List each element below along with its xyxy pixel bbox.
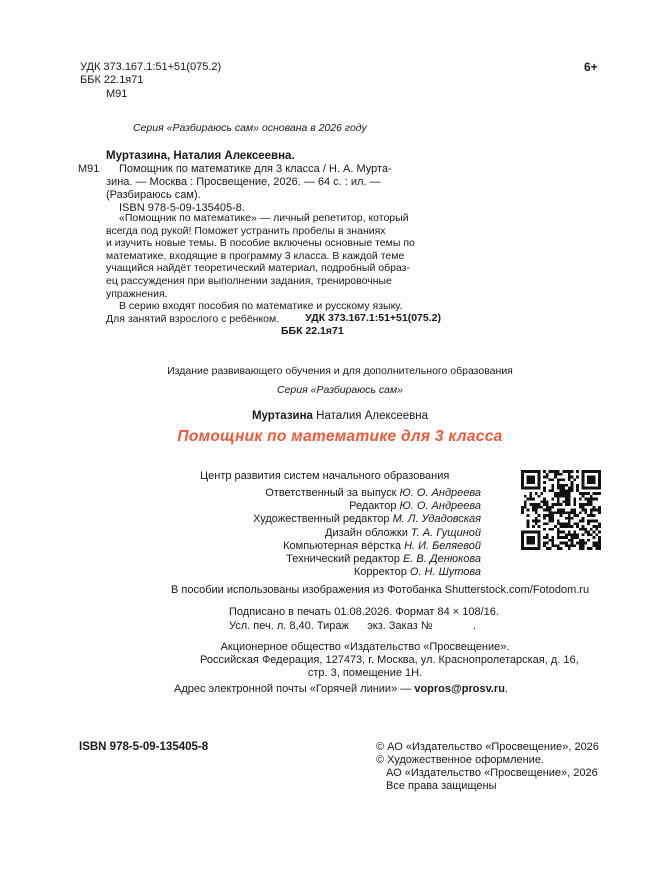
email-end: . (504, 683, 508, 695)
copyright (376, 741, 599, 793)
qr-code-icon (521, 470, 601, 550)
staff-name: Т. А. Гущиной (410, 526, 481, 539)
email-address[interactable]: vopros@prosv.ru (414, 683, 505, 695)
bibliographic-line: ISBN 978-5-09-135405-8. (119, 202, 245, 214)
staff-name: Ю. О. Андреева (399, 500, 481, 513)
print-run-end: . (473, 620, 477, 632)
annotation-line: математике, входящие в программу 3 класса. В каждой теме (106, 249, 405, 262)
hotline-email (174, 683, 508, 696)
author-surname: Муртазина (251, 410, 313, 422)
staff-line (201, 553, 481, 566)
staff-line (201, 487, 481, 500)
staff-name: Ю. О. Андреева (399, 487, 481, 499)
publisher-line: Акционерное общество «Издательство «Просвещение». (220, 641, 510, 653)
publisher-info (200, 641, 579, 680)
edition-type: Издание развивающего обучения и для дополнительного образования (167, 365, 513, 377)
annotation-line: Для занятий взрослого с ребёнком. (106, 312, 280, 325)
staff-line (201, 500, 481, 513)
author-given-name: Наталия Алексеевна (316, 410, 429, 422)
staff-name: Е. В. Денюкова (402, 552, 481, 565)
publisher-line: Российская Федерация, 127473, г. Москва, ул. Краснопролетарская, д. 16, (200, 654, 579, 666)
copyright-line: © АО «Издательство «Просвещение», 2026 (376, 741, 599, 753)
staff-role: Ответственный за выпуск (265, 487, 397, 499)
udk-header: УДК 373.167.1:51+51(075.2) (80, 61, 222, 73)
email-label: Адрес электронной почты «Горячей линии» — (174, 683, 412, 695)
bbk-header: ББК 22.1я71 (80, 74, 144, 86)
center-name: Центр развития систем начального образования (200, 470, 450, 482)
series-name: Серия «Разбираюсь сам» (277, 384, 403, 396)
publisher-line: стр. 3, помещение 1Н. (307, 667, 423, 679)
staff-name: М. Л. Удадовская (392, 513, 481, 526)
bibliographic-line: (Разбираюсь сам). (106, 189, 201, 201)
staff-role: Редактор (349, 500, 397, 513)
annotation-line: ец рассуждения при выполнении задания, тренировочные (106, 274, 392, 287)
images-credit: В пособии использованы изображения из Фотобанка Shutterstock.com/Fotodom.ru (171, 584, 590, 596)
staff-line (201, 566, 481, 579)
annotation-line: учащийся найдёт теоретический материал, подробный образ- (106, 262, 410, 275)
copyright-line: Все права защищены (386, 780, 497, 792)
annotation-line: упражнения. (106, 287, 168, 300)
staff-name: О. Н. Шутова (409, 566, 481, 579)
bibliographic-mark: М91 (78, 163, 100, 175)
print-run-line: Усл. печ. л. 8,40. Тираж экз. Заказ № (229, 620, 433, 632)
staff-role: Технический редактор (286, 552, 400, 565)
author-mark-header: М91 (106, 88, 128, 100)
book-title: Помощник по математике для 3 класса (177, 428, 503, 445)
bibliographic-author: Муртазина, Наталия Алексеевна. (106, 150, 295, 162)
staff-line (201, 513, 481, 526)
staff-name: Н. И. Беляевой (404, 539, 481, 552)
bbk-footer: ББК 22.1я71 (281, 325, 344, 337)
annotation-line: всегда под рукой! Поможет устранить пробелы в знаниях (106, 224, 386, 237)
udk-footer: УДК 373.167.1:51+51(075.2) (305, 312, 441, 324)
annotation (106, 212, 441, 325)
staff-line (201, 540, 481, 553)
staff-line (201, 527, 481, 540)
series-founded-note: Серия «Разбираюсь сам» основана в 2026 году (133, 122, 367, 134)
copyright-line: АО «Издательство «Просвещение», 2026 (386, 767, 598, 779)
staff-role: Компьютерная вёрстка (283, 539, 402, 552)
annotation-line: и изучить новые темы. В пособие включены основные темы по (106, 237, 415, 250)
staff-role: Корректор (353, 566, 407, 579)
annotation-line: В серию входят пособия по математике и русскому языку. (119, 300, 403, 313)
isbn: ISBN 978-5-09-135405-8 (79, 741, 209, 753)
staff-list (201, 487, 481, 579)
staff-role: Художественный редактор (253, 513, 390, 526)
author-name (0, 410, 650, 423)
staff-role: Дизайн обложки (325, 526, 408, 539)
signed-to-print: Подписано в печать 01.08.2026. Формат 84 × 108/16. (229, 606, 499, 618)
age-rating: 6+ (584, 60, 598, 74)
bibliographic-description (106, 163, 441, 215)
annotation-line: «Помощник по математике» — личный репетитор, который (119, 212, 409, 224)
copyright-line: © Художественное оформление. (376, 754, 544, 766)
bibliographic-line: Помощник по математике для 3 класса / Н. А. Мурта- (119, 163, 392, 175)
bibliographic-line: зина. — Москва : Просвещение, 2026. — 64 с. : ил. — (106, 176, 381, 188)
